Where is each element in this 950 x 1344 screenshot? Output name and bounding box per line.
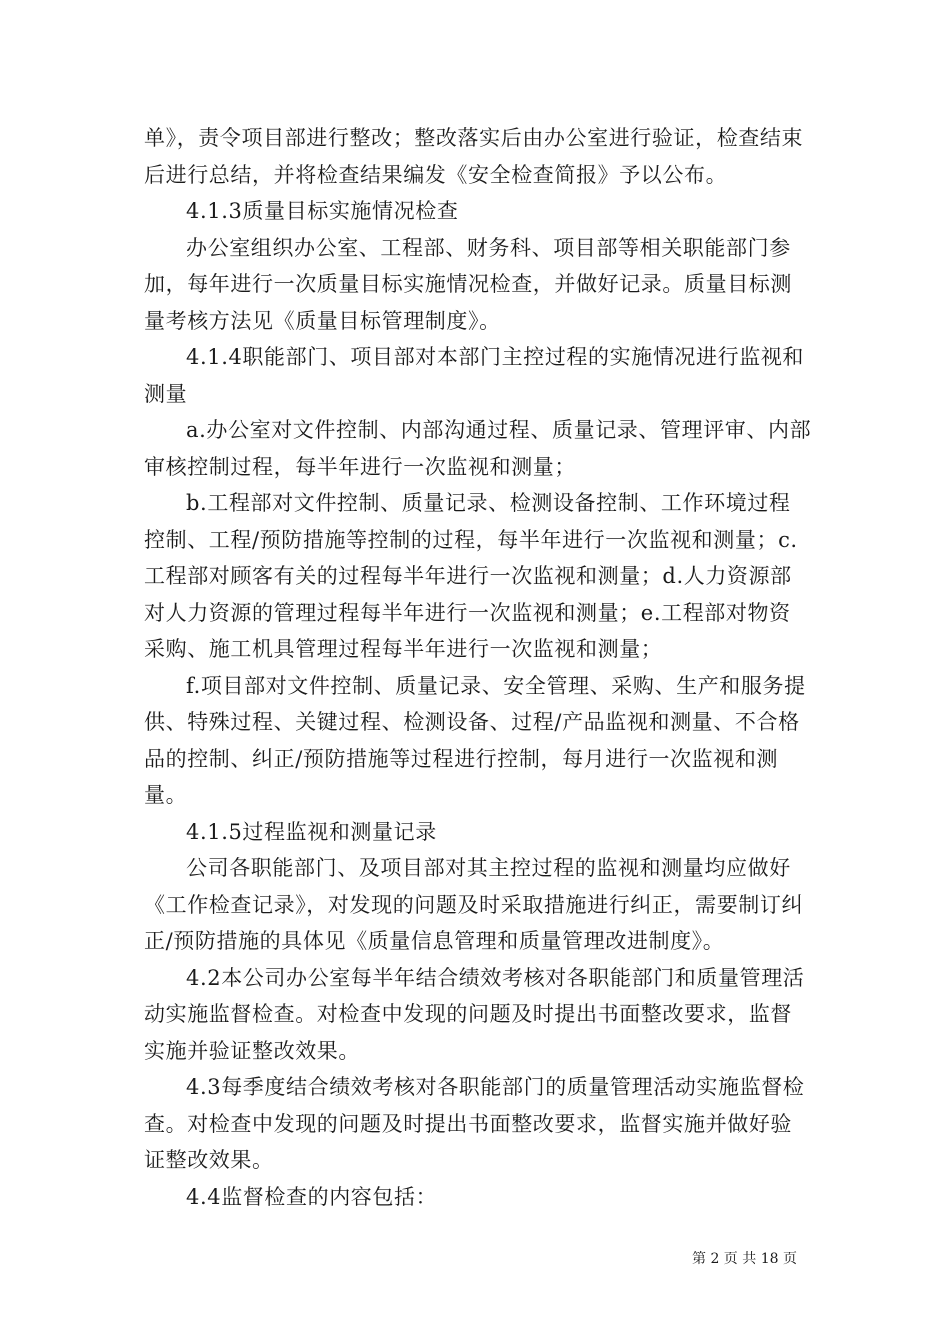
paragraph: 办公室组织办公室、工程部、财务科、项目部等相关职能部门参加，每年进行一次质量目标实施情况检查，并做好记录。质量目标测量考核方法见《质量目标管理制度》。 [144, 235, 792, 333]
section-heading-4-1-5: 4.1.5过程监视和测量记录 [186, 819, 437, 844]
paragraph: 公司各职能部门、及项目部对其主控过程的监视和测量均应做好《工作检查记录》，对发现的问题及时采取措施进行纠正，需要制订纠正/预防措施的具体见《质量信息管理和质量管理改进制度》。 [144, 856, 804, 953]
section-4-3: 4.3每季度结合绩效考核对各职能部门的质量管理活动实施监督检查。对检查中发现的问题及时提出书面整改要求，监督实施并做好验证整改效果。 [144, 1075, 805, 1172]
section-4-2: 4.2本公司办公室每半年结合绩效考核对各职能部门和质量管理活动实施监督检查。对检查中发现的问题及时提出书面整改要求，监督实施并验证整改效果。 [144, 965, 805, 1063]
section-heading-4-1-4: 4.1.4职能部门、项目部对本部门主控过程的实施情况进行监视和测量 [144, 345, 805, 406]
page-number: 第 2 页 共 18 页 [692, 1251, 797, 1267]
document-body [144, 120, 812, 1215]
list-item-f: f.项目部对文件控制、质量记录、安全管理、采购、生产和服务提供、特殊过程、关键过程、检测设备、过程/产品监视和测量、不合格品的控制、纠正/预防措施等过程进行控制，每月进行一次监视和测量。 [144, 673, 806, 807]
section-heading-4-1-3: 4.1.3质量目标实施情况检查 [186, 199, 459, 223]
list-item-a: a.办公室对文件控制、内部沟通过程、质量记录、管理评审、内部审核控制过程，每半年进行一次监视和测量； [144, 418, 812, 479]
paragraph-continued: 单》，责令项目部进行整改；整改落实后由办公室进行验证，检查结束后进行总结，并将检查结果编发《安全检查简报》予以公布。 [144, 126, 804, 187]
section-heading-4-4: 4.4监督检查的内容包括： [186, 1184, 438, 1209]
list-item-b-c-d-e: b.工程部对文件控制、质量记录、检测设备控制、工作环境过程控制、工程/预防措施等控制的过程，每半年进行一次监视和测量；c.工程部对顾客有关的过程每半年进行一次监视和测量；d.人力资源部对人力资源的管理过程每半年进行一次监视和测量；e.工程部对物资采购、施工机具管理过程每半年进行一次监视和测量； [144, 491, 798, 661]
